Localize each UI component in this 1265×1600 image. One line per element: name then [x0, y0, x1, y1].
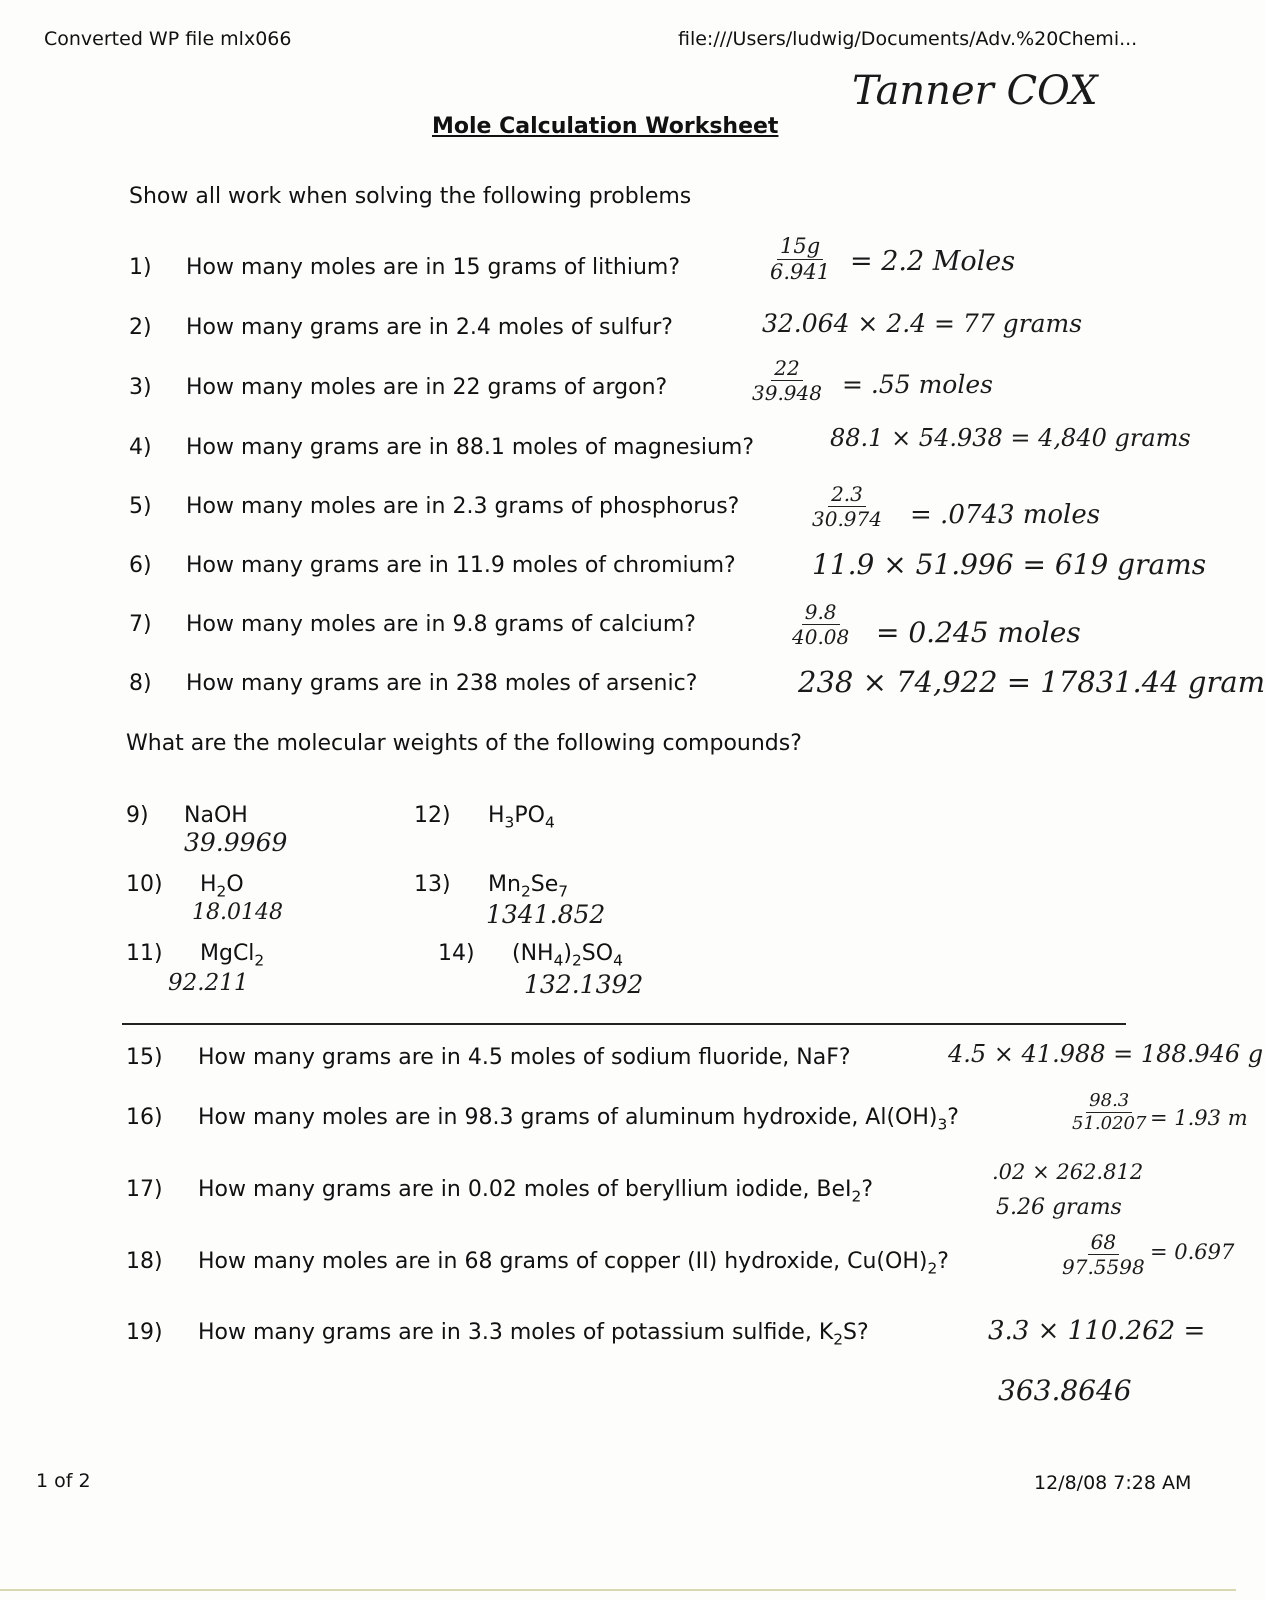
answer-numerator: 2.3	[828, 484, 866, 507]
handwritten-answer: 39.9969	[184, 828, 288, 857]
answer-fraction	[812, 484, 882, 529]
handwritten-answer: = 2.2 Moles	[850, 246, 1016, 277]
answer-denominator: 97.5598	[1062, 1255, 1145, 1279]
handwritten-answer: = 0.697	[1150, 1240, 1235, 1264]
compound-formula: $H_2O$	[200, 872, 244, 901]
handwritten-answer: = .0743 moles	[910, 500, 1101, 530]
handwritten-answer: 5.26 grams	[996, 1195, 1122, 1220]
answer-fraction	[792, 602, 849, 647]
handwritten-answer: 32.064 × 2.4 = 77 grams	[762, 309, 1083, 338]
handwritten-answer: 4.5 × 41.988 = 188.946 g	[948, 1040, 1264, 1068]
handwritten-answer: 18.0148	[192, 900, 283, 925]
page-number: 1 of 2	[36, 1470, 91, 1492]
answer-numerator: 22	[771, 358, 802, 381]
question-number: 2)	[129, 315, 152, 340]
answer-denominator: 51.0207	[1072, 1113, 1147, 1134]
handwritten-answer: 363.8646	[998, 1374, 1132, 1407]
compound-number: 14)	[438, 941, 475, 966]
answer-denominator: 6.941	[770, 260, 831, 284]
question-text: How many grams are in 88.1 moles of magnesium?	[186, 435, 755, 460]
compound-formula: $(NH_4)_2SO_4$	[512, 941, 623, 970]
question-number: 4)	[129, 435, 152, 460]
compound-number: 10)	[126, 872, 163, 897]
question-text: How many moles are in 98.3 grams of aluminum hydroxide, $Al(OH)_3$?	[198, 1105, 959, 1134]
compound-formula: MgCl$_2$	[200, 941, 265, 970]
question-text: How many grams are in 3.3 moles of potassium sulfide, $K_2S$?	[198, 1320, 869, 1349]
question-number: 15)	[126, 1045, 163, 1070]
compound-formula: $Mn_2Se_7$	[488, 872, 569, 901]
question-text: How many grams are in 0.02 moles of beryllium iodide, BeI$_2$?	[198, 1177, 874, 1206]
answer-numerator: 68	[1088, 1232, 1119, 1255]
question-text: How many moles are in 15 grams of lithium?	[186, 255, 680, 280]
header-right: file:///Users/ludwig/Documents/Adv.%20Chemi...	[678, 28, 1138, 50]
compound-number: 11)	[126, 941, 163, 966]
compound-formula: NaOH	[184, 803, 248, 828]
compound-number: 9)	[126, 803, 149, 828]
page-edge	[0, 1589, 1236, 1591]
handwritten-answer: 132.1392	[524, 970, 644, 999]
question-number: 18)	[126, 1249, 163, 1274]
question-number: 17)	[126, 1177, 163, 1202]
question-number: 6)	[129, 553, 152, 578]
question-text: How many grams are in 11.9 moles of chromium?	[186, 553, 736, 578]
handwritten-answer: 11.9 × 51.996 = 619 grams	[812, 548, 1207, 581]
question-text: How many moles are in 68 grams of copper (II) hydroxide, $Cu(OH)_2$?	[198, 1249, 949, 1278]
question-number: 5)	[129, 494, 152, 519]
print-datetime: 12/8/08 7:28 AM	[1034, 1472, 1192, 1494]
question-text: How many moles are in 22 grams of argon?	[186, 375, 668, 400]
question-text: How many moles are in 9.8 grams of calcium?	[186, 612, 696, 637]
answer-denominator: 30.974	[812, 507, 882, 531]
question-text: How many grams are in 238 moles of arsenic?	[186, 671, 698, 696]
question-text: How many grams are in 4.5 moles of sodium fluoride, NaF?	[198, 1045, 851, 1070]
handwritten-answer: .02 × 262.812	[992, 1160, 1144, 1184]
answer-denominator: 39.948	[752, 381, 822, 405]
question-number: 16)	[126, 1105, 163, 1130]
answer-numerator: 15g	[777, 236, 823, 260]
student-name: Tanner COX	[852, 68, 1098, 114]
handwritten-answer: 3.3 × 110.262 =	[988, 1316, 1206, 1346]
handwritten-answer: 1341.852	[486, 900, 606, 929]
header-left: Converted WP file mlx066	[44, 28, 292, 50]
compound-number: 13)	[414, 872, 451, 897]
answer-fraction	[752, 358, 822, 403]
compound-number: 12)	[414, 803, 451, 828]
question-number: 1)	[129, 255, 152, 280]
question-text: How many moles are in 2.3 grams of phosphorus?	[186, 494, 740, 519]
handwritten-answer: 92.211	[168, 970, 249, 996]
question-number: 3)	[129, 375, 152, 400]
answer-fraction	[770, 236, 830, 283]
answer-fraction	[1062, 1232, 1145, 1277]
section-prompt: What are the molecular weights of the following compounds?	[126, 731, 802, 756]
compound-formula: $H_3PO_4$	[488, 803, 555, 832]
handwritten-answer: = 1.93 m	[1150, 1106, 1248, 1130]
answer-denominator: 40.08	[792, 625, 850, 649]
handwritten-answer: = .55 moles	[842, 370, 993, 399]
handwritten-answer: 238 × 74,922 = 17831.44 gram	[798, 665, 1265, 699]
handwritten-answer: = 0.245 moles	[876, 616, 1081, 649]
question-number: 19)	[126, 1320, 163, 1345]
question-number: 7)	[129, 612, 152, 637]
question-number: 8)	[129, 671, 152, 696]
answer-fraction	[1072, 1092, 1146, 1133]
handwritten-answer: 88.1 × 54.938 = 4,840 grams	[830, 424, 1191, 452]
answer-numerator: 98.3	[1086, 1092, 1132, 1113]
instructions: Show all work when solving the following problems	[129, 184, 692, 209]
page-title: Mole Calculation Worksheet	[432, 114, 779, 139]
answer-numerator: 9.8	[802, 602, 840, 625]
section-divider	[122, 1023, 1126, 1025]
question-text: How many grams are in 2.4 moles of sulfur?	[186, 315, 673, 340]
